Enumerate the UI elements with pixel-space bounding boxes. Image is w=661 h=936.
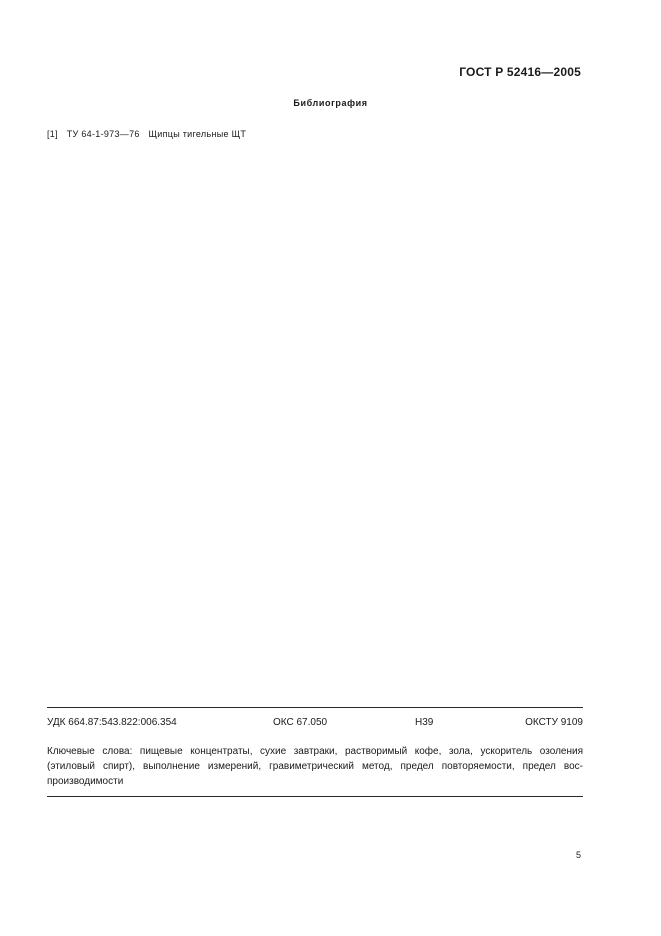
oks-code: ОКС 67.050 <box>273 717 328 728</box>
bibliography-entry-name: Щипцы тигельные ЩТ <box>148 129 247 139</box>
bibliography-entry-code: ТУ 64-1-973—76 <box>66 129 140 139</box>
divider-top <box>47 707 583 708</box>
bibliography-entry <box>47 129 252 139</box>
group-code: Н39 <box>415 717 434 728</box>
page-number: 5 <box>575 850 581 860</box>
okstu-code: ОКСТУ 9109 <box>525 717 583 728</box>
bibliography-entry-number: [1] <box>47 129 58 139</box>
udk-code: УДК 664.87:543.822:006.354 <box>47 717 177 728</box>
bibliography-title: Библиография <box>293 98 368 108</box>
classification-line <box>47 717 583 731</box>
standard-number: ГОСТ Р 52416—2005 <box>459 65 581 79</box>
divider-bottom <box>47 796 583 797</box>
keywords: Ключевые слова: пищевые концентраты, сухие завтраки, растворимый кофе, зола, ускоритель озоления (этиловый спирт), выполнение измерений, гравиметрический метод, предел повторяемости, предел воспроизводимости <box>47 746 583 787</box>
